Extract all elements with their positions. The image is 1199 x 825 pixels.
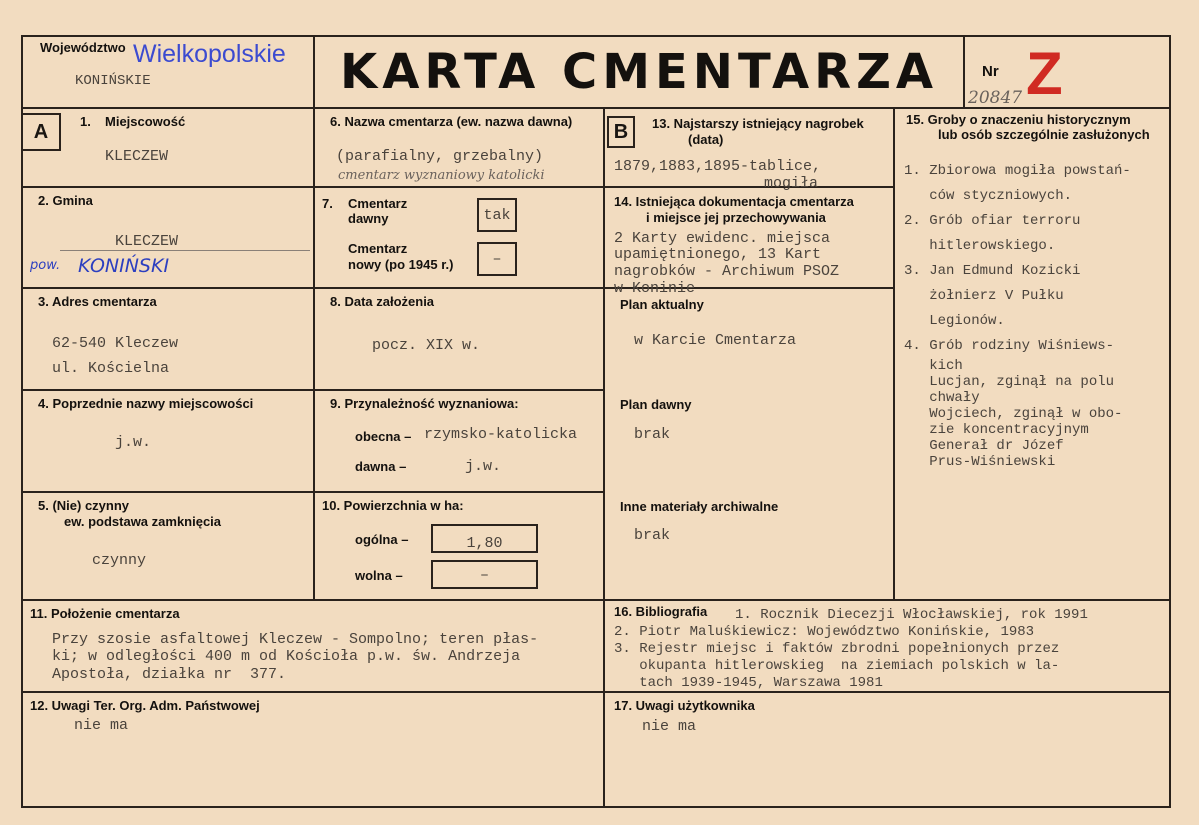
f14-plan-aktualny-label: Plan aktualny xyxy=(620,297,704,312)
f14-inne-label: Inne materiały archiwalne xyxy=(620,499,779,514)
f14-inne-value: brak xyxy=(634,527,671,544)
card-title: KARTA CMENTARZA xyxy=(340,44,939,100)
f13-label-1: 13. Najstarszy istniejący nagrobek xyxy=(652,116,864,131)
f9-obecna-value: rzymsko-katolicka xyxy=(424,426,578,443)
f15-line: Generał dr Józef xyxy=(904,438,1064,454)
voivodeship-stamp: Wielkopolskie xyxy=(133,40,286,68)
f2-rule xyxy=(60,250,310,251)
f5-value: czynny xyxy=(92,552,147,569)
voivodeship-typed: KONIŃSKIE xyxy=(75,73,151,89)
f10-ogolna-value: 1,80 xyxy=(466,535,503,552)
f15-line: Prus-Wiśniewski xyxy=(904,454,1056,470)
f6-label: 6. Nazwa cmentarza (ew. nazwa dawna) xyxy=(330,114,573,129)
f14-line: nagrobków - Archiwum PSOZ xyxy=(614,263,840,280)
f15-line: 2. Grób ofiar terroru xyxy=(904,213,1081,229)
f15-line: hitlerowskiego. xyxy=(904,238,1056,254)
f7-nowy-label-1: Cmentarz xyxy=(348,241,408,256)
grid-line xyxy=(21,491,603,493)
f15-label-1: 15. Groby o znaczeniu historycznym xyxy=(906,112,1131,127)
f8-value: pocz. XIX w. xyxy=(372,337,481,354)
f2-pow-value: KONIŃSKI xyxy=(78,255,170,277)
section-a-letter: A xyxy=(21,113,61,151)
f3-label: 3. Adres cmentarza xyxy=(38,294,157,309)
f11-line: ki; w odległości 400 m od Kościoła p.w. św. Andrzeja xyxy=(52,648,521,665)
f5-label-1: 5. (Nie) czynny xyxy=(38,498,130,513)
grid-line xyxy=(313,35,315,601)
f16-line: 2. Piotr Maluśkiewicz: Województwo Konińskie, 1983 xyxy=(614,624,1035,640)
f9-obecna-label: obecna – xyxy=(355,429,412,444)
f15-line: kich xyxy=(904,358,963,374)
f13-line1: 1879,1883,1895-tablice, xyxy=(614,158,822,175)
f15-line: Lucjan, zginął na polu xyxy=(904,374,1115,390)
f15-label-2: lub osób szczególnie zasłużonych xyxy=(938,127,1150,142)
f7-nowy-value: – xyxy=(492,251,502,268)
f15-line: 4. Grób rodziny Wiśniews- xyxy=(904,338,1115,354)
f17-label: 17. Uwagi użytkownika xyxy=(614,698,755,713)
f16-line: okupanta hitlerowskieg na ziemiach polskich w la- xyxy=(614,658,1060,674)
grid-line xyxy=(21,287,893,289)
grid-line xyxy=(893,107,895,601)
f14-plan-aktualny-value: w Karcie Cmentarza xyxy=(634,332,797,349)
f11-label: 11. Położenie cmentarza xyxy=(30,606,180,621)
f6-pencil-note: cmentarz wyznaniowy katolicki xyxy=(338,168,545,183)
f16-label: 16. Bibliografia xyxy=(614,604,708,619)
f15-line: Legionów. xyxy=(904,313,1005,329)
f15-line: 1. Zbiorowa mogiła powstań- xyxy=(904,163,1131,179)
f4-label: 4. Poprzednie nazwy miejscowości xyxy=(38,396,254,411)
f15-line: 3. Jan Edmund Kozicki xyxy=(904,263,1081,279)
f2-pow-prefix: pow. xyxy=(30,258,61,273)
grid-line xyxy=(21,389,603,391)
f7-dawny-label-1: Cmentarz xyxy=(348,196,408,211)
f12-value: nie ma xyxy=(74,717,129,734)
section-b-letter: B xyxy=(607,116,635,148)
f16-line: 1. Rocznik Diecezji Włocławskiej, rok 1991 xyxy=(735,607,1088,623)
f7-num: 7. xyxy=(322,196,333,211)
f1-value: KLECZEW xyxy=(105,148,169,165)
f16-line: tach 1939-1945, Warszawa 1981 xyxy=(614,675,883,691)
f15-line: ców styczniowych. xyxy=(904,188,1073,204)
f16-line: 3. Rejestr miejsc i faktów zbrodni popełnionych przez xyxy=(614,641,1060,657)
f1-label: Miejscowość xyxy=(105,114,186,129)
f5-label-2: ew. podstawa zamknięcia xyxy=(64,514,222,529)
f14-line: 2 Karty ewidenc. miejsca xyxy=(614,230,831,247)
f12-label: 12. Uwagi Ter. Org. Adm. Państwowej xyxy=(30,698,260,713)
f4-value: j.w. xyxy=(115,434,152,451)
f15-line: zie koncentracyjnym xyxy=(904,422,1089,438)
grid-line xyxy=(21,35,1171,37)
f10-wolna-value: – xyxy=(479,567,489,584)
grid-line xyxy=(21,806,1171,808)
nr-value: Z xyxy=(1026,40,1063,107)
nr-pencil-note: 20847 xyxy=(968,88,1023,108)
f11-line: Apostoła, działka nr 377. xyxy=(52,666,287,683)
f2-value: KLECZEW xyxy=(115,233,179,250)
grid-line xyxy=(21,599,1171,601)
f14-plan-dawny-label: Plan dawny xyxy=(620,397,692,412)
f15-line: chwały xyxy=(904,390,980,406)
f11-line: Przy szosie asfaltowej Kleczew - Sompolno; teren płas- xyxy=(52,631,539,648)
f10-wolna-label: wolna – xyxy=(355,568,403,583)
f7-dawny-label-2: dawny xyxy=(348,211,389,226)
f13-label-2: (data) xyxy=(688,132,724,147)
f14-line: upamiętnionego, 13 Kart xyxy=(614,246,822,263)
f13-line2: mogiła xyxy=(764,175,819,192)
f14-label-1: 14. Istniejąca dokumentacja cmentarza xyxy=(614,194,854,209)
f8-label: 8. Data założenia xyxy=(330,294,435,309)
grid-line xyxy=(603,107,605,808)
f6-value: (parafialny, grzebalny) xyxy=(336,148,544,165)
voivodeship-label: Województwo xyxy=(40,40,126,55)
f2-label: 2. Gmina xyxy=(38,193,93,208)
f10-label: 10. Powierzchnia w ha: xyxy=(322,498,464,513)
grid-line xyxy=(21,691,603,693)
grid-line xyxy=(21,186,313,188)
f3-line1: 62-540 Kleczew xyxy=(52,335,179,352)
f15-line: żołnierz V Pułku xyxy=(904,288,1064,304)
f15-line: Wojciech, zginął w obo- xyxy=(904,406,1123,422)
f7-dawny-value: tak xyxy=(483,207,511,224)
f3-line2: ul. Kościelna xyxy=(52,360,170,377)
f1-num: 1. xyxy=(80,114,91,129)
grid-line xyxy=(963,35,965,109)
nr-label: Nr xyxy=(982,63,999,80)
f14-label-2: i miejsce jej przechowywania xyxy=(646,210,826,225)
f14-plan-dawny-value: brak xyxy=(634,426,671,443)
f9-dawna-label: dawna – xyxy=(355,459,407,474)
f14-line: w Koninie xyxy=(614,280,696,297)
f9-label: 9. Przynależność wyznaniowa: xyxy=(330,396,519,411)
f17-value: nie ma xyxy=(642,718,697,735)
f9-dawna-value: j.w. xyxy=(465,458,502,475)
f10-ogolna-label: ogólna – xyxy=(355,532,409,547)
grid-line xyxy=(1169,35,1171,808)
f7-nowy-label-2: nowy (po 1945 r.) xyxy=(348,257,454,272)
